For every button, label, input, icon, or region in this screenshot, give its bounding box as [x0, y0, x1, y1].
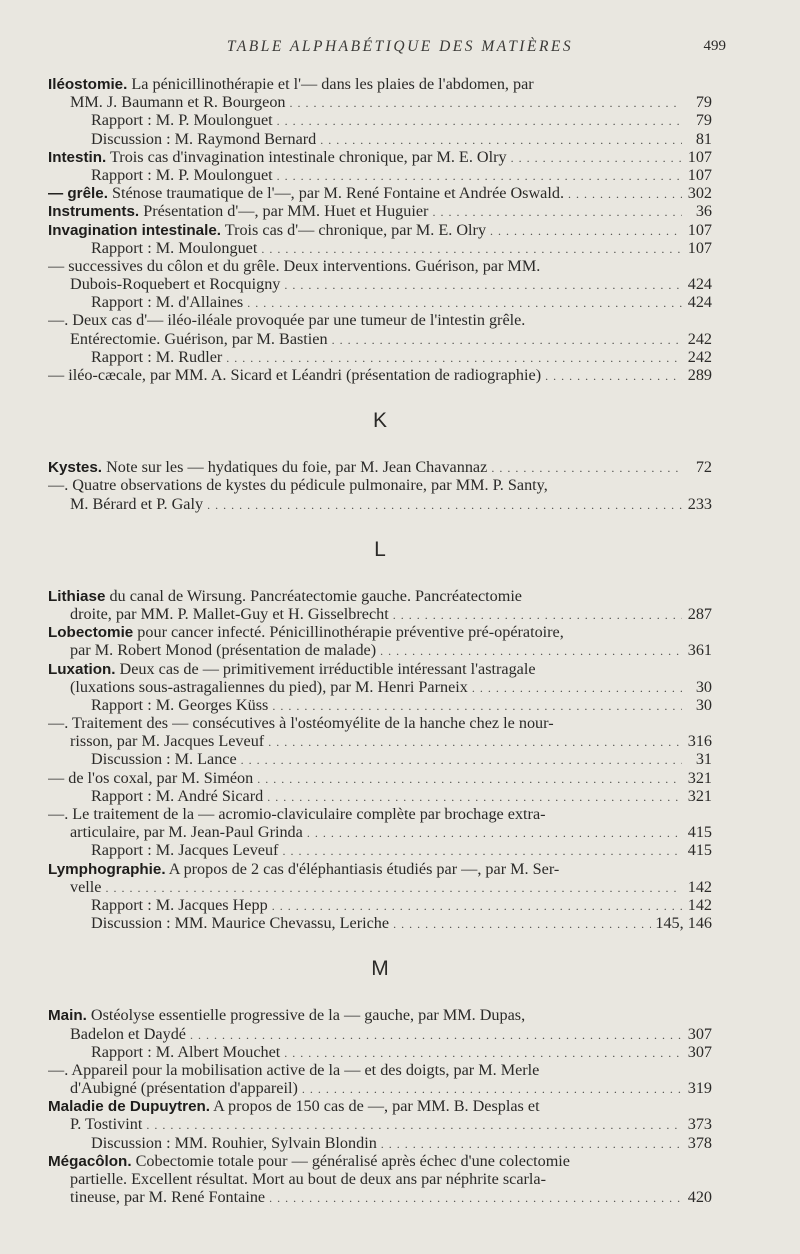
entry-text	[70, 1188, 265, 1206]
entry-text	[91, 696, 268, 714]
index-entry	[48, 841, 712, 859]
entry-body: droite, par MM. P. Mallet-Guy et H. Gisselbrecht	[70, 604, 389, 623]
entry-text	[91, 111, 273, 129]
entry-body: La pénicillinothérapie et l'— dans les plaies de l'abdomen, par	[127, 75, 534, 93]
entry-page-ref: 415	[687, 823, 712, 842]
index-entry	[48, 1152, 712, 1170]
dot-leader	[284, 276, 682, 293]
index-entry	[48, 1061, 712, 1079]
entry-text	[48, 714, 712, 732]
entry-page-ref: 31	[695, 750, 712, 769]
entry-text	[91, 130, 316, 148]
entry-page-ref: 420	[687, 1188, 712, 1207]
entry-text	[48, 1061, 712, 1079]
entry-text	[48, 769, 253, 787]
entry-text	[70, 878, 101, 896]
dot-leader	[284, 1044, 682, 1061]
entry-body: —. Quatre observations de kystes du pédicule pulmonaire, par MM. P. Santy,	[48, 476, 548, 495]
entry-text	[70, 641, 376, 659]
index-entry	[48, 1115, 712, 1133]
index-entry	[48, 93, 712, 111]
entry-text	[91, 239, 257, 257]
dot-leader	[511, 149, 682, 166]
entry-body: Rapport : M. Georges Küss	[91, 695, 269, 714]
entry-body: Deux cas de — primitivement irréductible intéressant l'astragale	[115, 659, 536, 678]
entry-body: Rapport : M. Moulonguet	[91, 238, 258, 257]
index-entry	[48, 587, 712, 605]
entry-text	[91, 914, 389, 932]
entry-body: Dubois-Roquebert et Rocquigny	[70, 275, 281, 294]
entry-page-ref: 36	[695, 202, 712, 221]
entry-text	[91, 1134, 377, 1152]
entry-text	[48, 221, 486, 239]
entry-page-ref: 361	[687, 641, 712, 660]
entry-text	[91, 1043, 280, 1061]
entry-page-ref: 319	[687, 1079, 712, 1098]
entry-body: Discussion : M. Raymond Bernard	[91, 129, 317, 148]
entry-text	[70, 1115, 142, 1133]
dot-leader	[393, 606, 682, 623]
index-entry	[48, 1170, 712, 1188]
entry-text	[70, 330, 328, 348]
entry-text	[48, 366, 541, 384]
entry-body: Présentation d'—, par MM. Huet et Huguier	[139, 202, 429, 221]
entry-text	[91, 841, 278, 859]
entry-body: A propos de 2 cas d'éléphantiasis étudiés par —, par M. Ser-	[165, 859, 560, 878]
entry-page-ref: 242	[687, 347, 712, 366]
dot-leader	[545, 367, 682, 384]
entry-heading: — grêle.	[48, 185, 108, 203]
index-entry	[48, 696, 712, 714]
entry-page-ref: 287	[687, 604, 712, 623]
index-entry	[48, 1079, 712, 1097]
entry-page-ref: 424	[687, 293, 712, 312]
dot-leader	[307, 824, 682, 841]
entry-page-ref: 79	[695, 93, 712, 112]
index-entry	[48, 732, 712, 750]
index-content	[48, 75, 712, 1206]
index-entry	[48, 805, 712, 823]
entry-body: — successives du côlon et du grêle. Deux interventions. Guérison, par MM.	[48, 256, 541, 275]
index-entry	[48, 293, 712, 311]
entry-text	[48, 311, 712, 329]
entry-text	[70, 678, 468, 696]
dot-leader	[332, 331, 682, 348]
entry-body: d'Aubigné (présentation d'appareil)	[70, 1079, 298, 1098]
entry-body: —. Appareil pour la mobilisation active de la — et des doigts, par M. Merle	[48, 1060, 540, 1079]
dot-leader	[268, 733, 682, 750]
dot-leader	[277, 167, 682, 184]
index-entry	[48, 896, 712, 914]
dot-leader	[472, 679, 682, 696]
entry-text	[91, 166, 273, 184]
entry-body: — iléo-cæcale, par MM. A. Sicard et Léandri (présentation de radiographie)	[48, 366, 542, 384]
entry-text	[48, 660, 712, 678]
entry-body: (luxations sous-astragaliennes du pied), par M. Henri Parneix	[70, 677, 468, 696]
entry-body: Trois cas d'invagination intestinale chronique, par M. E. Olry	[106, 147, 507, 166]
entry-page-ref: 233	[687, 494, 712, 513]
entry-text	[48, 184, 564, 202]
entry-body: Discussion : MM. Rouhier, Sylvain Blondin	[91, 1133, 377, 1152]
dot-leader	[105, 879, 682, 896]
dot-leader	[247, 294, 682, 311]
entry-heading: Lobectomie	[48, 624, 134, 642]
entry-text	[70, 275, 280, 293]
entry-body: Rapport : M. P. Moulonguet	[91, 111, 273, 130]
index-entry	[48, 878, 712, 896]
entry-page-ref: 378	[687, 1133, 712, 1152]
section-letter: M	[371, 957, 389, 981]
entry-body: —. Traitement des — consécutives à l'ostéomyélite de la hanche chez le nour-	[48, 714, 554, 733]
entry-page-ref: 107	[687, 147, 712, 166]
index-entry	[48, 750, 712, 768]
entry-text	[48, 257, 712, 275]
index-entry	[48, 823, 712, 841]
entry-text	[70, 1170, 712, 1188]
index-entry	[48, 660, 712, 678]
entry-page-ref: 72	[695, 458, 712, 477]
entry-text	[70, 823, 303, 841]
entry-body: par M. Robert Monod (présentation de malade)	[70, 641, 377, 660]
dot-leader	[432, 203, 682, 220]
entry-body: pour cancer infecté. Pénicillinothérapie préventive pré-opératoire,	[133, 623, 564, 642]
entry-heading: Intestin.	[48, 148, 107, 166]
entry-page-ref: 316	[687, 732, 712, 751]
entry-text	[70, 732, 264, 750]
dot-leader	[277, 112, 682, 129]
entry-page-ref: 30	[695, 677, 712, 696]
entry-heading: Lithiase	[48, 587, 106, 605]
entry-page-ref: 424	[687, 275, 712, 294]
dot-leader	[207, 496, 682, 513]
entry-body: partielle. Excellent résultat. Mort au bout de deux ans par néphrite scarla-	[70, 1170, 546, 1188]
dot-leader	[241, 751, 682, 768]
dot-leader	[226, 349, 682, 366]
entry-body: Cobectomie totale pour — généralisé après échec d'une colectomie	[131, 1151, 570, 1170]
index-entry	[48, 75, 712, 93]
entry-page-ref: 307	[687, 1024, 712, 1043]
index-entry	[48, 166, 712, 184]
entry-text	[48, 860, 712, 878]
entry-text	[48, 476, 712, 494]
dot-leader	[190, 1026, 682, 1043]
index-entry	[48, 1025, 712, 1043]
entry-heading: Lymphographie.	[48, 860, 166, 878]
entry-text	[48, 805, 712, 823]
dot-leader	[320, 131, 682, 148]
entry-heading: Maladie de Dupuytren.	[48, 1098, 211, 1116]
entry-body: Rapport : M. P. Moulonguet	[91, 165, 273, 184]
entry-text	[91, 896, 268, 914]
index-entry	[48, 1134, 712, 1152]
index-entry	[48, 605, 712, 623]
index-entry	[48, 1006, 712, 1024]
entry-text	[70, 1025, 186, 1043]
entry-text	[48, 1097, 712, 1115]
entry-text	[70, 605, 389, 623]
index-entry	[48, 860, 712, 878]
dot-leader	[290, 94, 682, 111]
index-entry	[48, 476, 712, 494]
entry-body: — de l'os coxal, par M. Siméon	[48, 768, 254, 787]
entry-text	[48, 458, 487, 476]
entry-body: P. Tostivint	[70, 1115, 143, 1134]
entry-text	[48, 623, 712, 641]
entry-heading: Mégacôlon.	[48, 1152, 132, 1170]
entry-page-ref: 107	[687, 238, 712, 257]
entry-heading: Main.	[48, 1007, 87, 1025]
entry-page-ref: 107	[687, 220, 712, 239]
entry-body: du canal de Wirsung. Pancréatectomie gauche. Pancréatectomie	[105, 586, 522, 605]
entry-heading: Instruments.	[48, 203, 140, 221]
section-letter: K	[372, 409, 387, 433]
dot-leader	[257, 770, 682, 787]
entry-body: A propos de 150 cas de —, par MM. B. Desplas et	[210, 1097, 540, 1116]
entry-text	[70, 495, 203, 513]
entry-body: articulaire, par M. Jean-Paul Grinda	[70, 823, 303, 842]
dot-leader	[269, 1189, 682, 1206]
dot-leader	[490, 222, 682, 239]
index-entry	[48, 495, 712, 513]
entry-body: Note sur les — hydatiques du foie, par M. Jean Chavannaz	[102, 458, 488, 477]
index-entry	[48, 1097, 712, 1115]
entry-body: Rapport : M. Rudler	[91, 347, 223, 366]
entry-page-ref: 142	[687, 895, 712, 914]
entry-page-ref: 289	[687, 366, 712, 384]
dot-leader	[302, 1080, 682, 1097]
entry-heading: Luxation.	[48, 660, 116, 678]
page-header	[0, 38, 800, 60]
dot-leader	[146, 1116, 682, 1133]
entry-body: risson, par M. Jacques Leveuf	[70, 732, 265, 751]
entry-text	[48, 1152, 712, 1170]
entry-text	[70, 1079, 298, 1097]
entry-text	[91, 348, 222, 366]
entry-heading: Invagination intestinale.	[48, 221, 221, 239]
dot-leader	[282, 842, 682, 859]
entry-text	[91, 787, 263, 805]
dot-leader	[568, 185, 682, 202]
dot-leader	[272, 897, 682, 914]
entry-text	[91, 750, 237, 768]
entry-page-ref: 242	[687, 329, 712, 348]
index-entry	[48, 1043, 712, 1061]
dot-leader	[267, 788, 682, 805]
dot-leader	[393, 915, 651, 932]
index-entry	[48, 239, 712, 257]
index-entry	[48, 111, 712, 129]
entry-body: Entérectomie. Guérison, par M. Bastien	[70, 329, 328, 348]
entry-page-ref: 415	[687, 841, 712, 860]
entry-body: —. Deux cas d'— iléo-iléale provoquée par une tumeur de l'intestin grêle.	[48, 311, 526, 330]
index-entry	[48, 348, 712, 366]
dot-leader	[381, 1135, 682, 1152]
index-entry	[48, 257, 712, 275]
entry-text	[48, 202, 428, 220]
entry-page-ref: 107	[687, 165, 712, 184]
entry-page-ref: 81	[695, 129, 712, 148]
index-entry	[48, 914, 712, 932]
page-number: 499	[703, 38, 726, 54]
dot-leader	[272, 697, 682, 714]
entry-body: M. Bérard et P. Galy	[70, 494, 204, 513]
index-entry	[48, 330, 712, 348]
index-entry	[48, 184, 712, 202]
entry-body: Ostéolyse essentielle progressive de la — gauche, par MM. Dupas,	[86, 1006, 526, 1025]
entry-body: Discussion : MM. Maurice Chevassu, Leriche	[91, 914, 390, 933]
section-letter: L	[374, 537, 386, 561]
entry-text	[48, 587, 712, 605]
entry-page-ref: 79	[695, 111, 712, 130]
entry-page-ref: 321	[687, 786, 712, 805]
entry-page-ref: 302	[687, 184, 712, 203]
entry-page-ref: 373	[687, 1115, 712, 1134]
entry-heading: Iléostomie.	[48, 76, 128, 93]
index-entry	[48, 678, 712, 696]
entry-body: MM. J. Baumann et R. Bourgeon	[70, 93, 286, 112]
entry-text	[70, 93, 286, 111]
entry-text	[91, 293, 243, 311]
index-entry	[48, 202, 712, 220]
entry-body: Rapport : M. d'Allaines	[91, 293, 244, 312]
entry-body: Rapport : M. Albert Mouchet	[91, 1042, 281, 1061]
index-entry	[48, 641, 712, 659]
index-entry	[48, 623, 712, 641]
dot-leader	[261, 240, 682, 257]
entry-heading: Kystes.	[48, 459, 103, 477]
entry-body: —. Le traitement de la — acromio-claviculaire complète par brochage extra-	[48, 805, 546, 823]
index-entry	[48, 769, 712, 787]
index-entry	[48, 311, 712, 329]
entry-body: Rapport : M. Jacques Leveuf	[91, 841, 279, 860]
index-entry	[48, 130, 712, 148]
entry-text	[48, 148, 507, 166]
entry-text	[48, 75, 712, 93]
entry-body: tineuse, par M. René Fontaine	[70, 1188, 266, 1207]
running-title: TABLE ALPHABÉTIQUE DES MATIÈRES	[226, 38, 574, 55]
entry-body: Rapport : M. André Sicard	[91, 786, 264, 805]
entry-body: Discussion : M. Lance	[91, 750, 237, 769]
entry-body: Badelon et Daydé	[70, 1024, 186, 1043]
entry-page-ref: 142	[687, 877, 712, 896]
index-entry	[48, 366, 712, 384]
entry-body: Sténose traumatique de l'—, par M. René Fontaine et Andrée Oswald.	[107, 184, 564, 203]
dot-leader	[491, 459, 682, 476]
entry-text	[48, 1006, 712, 1024]
index-entry	[48, 275, 712, 293]
entry-body: Trois cas d'— chronique, par M. E. Olry	[221, 220, 487, 239]
index-entry	[48, 714, 712, 732]
index-entry	[48, 148, 712, 166]
index-entry	[48, 458, 712, 476]
index-entry	[48, 1188, 712, 1206]
index-entry	[48, 787, 712, 805]
entry-page-ref: 145, 146	[655, 914, 712, 933]
entry-page-ref: 321	[687, 768, 712, 787]
entry-page-ref: 307	[687, 1042, 712, 1061]
entry-body: Rapport : M. Jacques Hepp	[91, 895, 268, 914]
dot-leader	[380, 642, 682, 659]
entry-body: velle	[70, 877, 102, 896]
index-entry	[48, 221, 712, 239]
entry-page-ref: 30	[695, 695, 712, 714]
